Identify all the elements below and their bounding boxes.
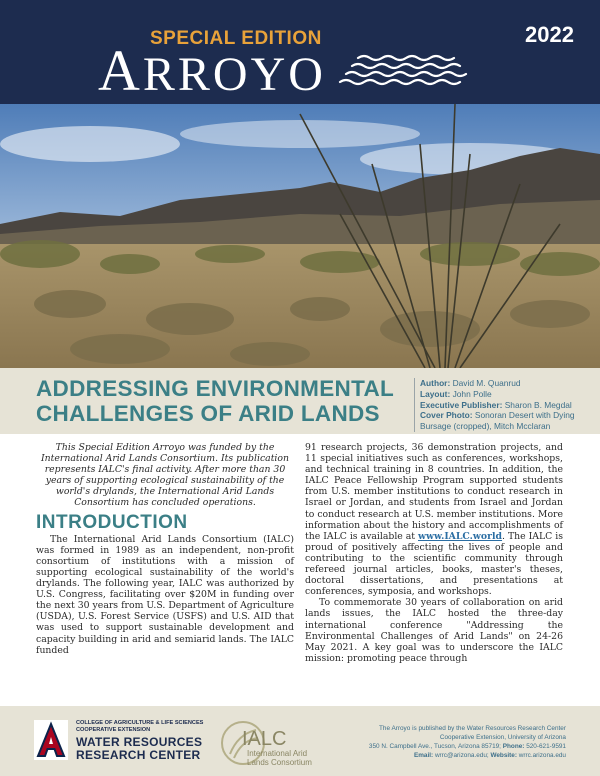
intro-paragraph: The International Arid Lands Consortium (IALC) was formed in 1989 as an independent, non-profit consortium of institutions with a mission of supporting ecological sustainability of the world's drylands. The following year, IALC was authorized by U.S. Congress, facilitating over $20M in funding over the next 30 years from U.S. Department of Agriculture (USDA), U.S. Forest Service (USFS) and U.S. AID that was used to support sustainable development and capacity building in arid and semiarid lands. The IALC funded bbox=[36, 533, 294, 656]
conference-paragraph: To commemorate 30 years of collaboration on arid lands issues, the IALC hosted the three-day international conference "Addressing the Environmental Challenges of Arid Lands" on 24-26 May 2021. A key goal was to underscore the IALC mission: promoting peace through bbox=[305, 597, 563, 664]
article-title-line2: CHALLENGES OF ARID LANDS bbox=[36, 401, 380, 426]
funding-note: This Special Edition Arroyo was funded by the International Arid Lands Consortium. Its publication represents IALC's final activity. After more than 30 years of supporting ecological sustainability of the world's drylands, the International Arid Lands Consortium has concluded operations. bbox=[40, 442, 289, 509]
footer bbox=[0, 706, 600, 776]
article-title bbox=[36, 376, 406, 426]
arroyo-masthead: ARROYO bbox=[98, 38, 326, 103]
accomplishments-paragraph: 91 research projects, 36 demonstration projects, and 11 special initiatives such as conferences, workshops, and technical training in 8 countries. In addition, the IALC Peace Fellowship Program supported students from U.S. member institutions to conduct research in Israel or Jordan, and students from Israel and Jordan to conduct research at U.S. member institutions. More information about the history and accomplishments of the IALC is available at www.IALC.world. The IALC is proud of positively affecting the lives of people and contributing to the scientific community through refereed journal articles, books, master's theses, doctoral dissertations, and presentations at conferences, symposia, and workshops. bbox=[305, 442, 564, 598]
publisher-info: The Arroyo is published by the Water Resources Research Center Cooperative Extension, University of Arizona 350 N. Campbell Ave., Tucson, Arizona 85719; Phone: 520-621-9591 Email: wrrc@arizona.edu; Website: wrrc.arizona.edu bbox=[368, 725, 566, 759]
title-band bbox=[0, 368, 600, 434]
wrrc-name: WATER RESOURCES RESEARCH CENTER bbox=[76, 735, 203, 762]
credit-publisher: Executive Publisher: Sharon B. Megdal bbox=[420, 399, 572, 410]
left-column bbox=[36, 442, 294, 656]
credit-author: Author: David M. Quanrud bbox=[420, 378, 521, 388]
masthead-header bbox=[0, 0, 600, 104]
email-link[interactable]: wrrc@arizona.edu; bbox=[434, 752, 489, 759]
waves-icon bbox=[318, 52, 468, 86]
right-column bbox=[305, 442, 563, 664]
ialc-subtitle: International Arid Lands Consortium bbox=[247, 749, 312, 767]
section-heading-introduction: INTRODUCTION bbox=[36, 511, 188, 533]
special-edition-label: SPECIAL EDITION bbox=[150, 28, 322, 49]
cover-photo bbox=[0, 104, 600, 368]
university-of-arizona-logo-icon bbox=[34, 720, 68, 760]
desert-landscape-icon bbox=[0, 104, 600, 368]
college-label: COLLEGE OF AGRICULTURE & LIFE SCIENCES COOPERATIVE EXTENSION bbox=[76, 720, 204, 733]
article-title-line1: ADDRESSING ENVIRONMENTAL bbox=[36, 376, 395, 401]
credits-block bbox=[414, 378, 598, 432]
website-link[interactable]: wrrc.arizona.edu bbox=[518, 752, 566, 759]
credit-cover-photo: Cover Photo: Sonoran Desert with Dying Bursage (cropped), Mitch Mcclaran bbox=[420, 410, 575, 432]
ialc-website-link[interactable]: www.IALC.world bbox=[418, 530, 503, 542]
edition-year: 2022 bbox=[525, 22, 574, 47]
ialc-name: IALC bbox=[242, 728, 287, 750]
credit-layout: Layout: John Polle bbox=[420, 388, 492, 399]
